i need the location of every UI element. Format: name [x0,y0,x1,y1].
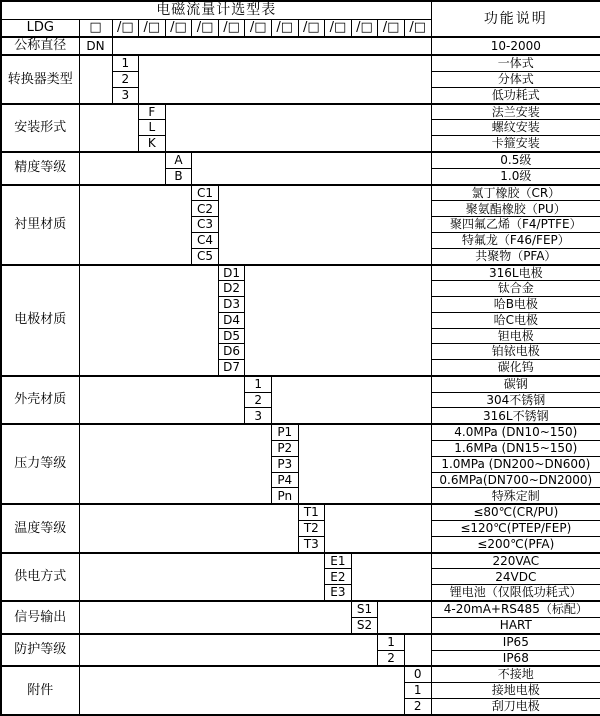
option-code-cell: A [165,152,192,168]
left-spacer-cell [79,601,351,634]
function-description-cell: 0.6MPa(DN700~DN2000) [431,472,600,488]
right-spacer-cell [165,104,431,152]
function-description-cell: 1.6MPa (DN15~150) [431,441,600,457]
model-code-slash-box: /□ [139,19,166,37]
option-code-cell: K [139,136,166,152]
left-spacer-cell [79,152,165,185]
option-code-cell: P4 [271,472,298,488]
option-code-cell: P1 [271,424,298,440]
category-label: 防护等级 [1,634,79,667]
function-description-cell: 氯丁橡胶（CR） [431,185,600,201]
option-code-cell: 1 [245,376,272,392]
model-code-slash-box: /□ [271,19,298,37]
option-row [1,666,600,682]
option-code-cell: Pn [271,488,298,504]
option-code-cell: D3 [218,297,245,313]
right-spacer-cell [139,55,431,103]
function-description-cell: 聚氨酯橡胶（PU） [431,201,600,217]
right-spacer-cell [298,424,431,504]
option-row [1,504,600,520]
category-label: 电极材质 [1,265,79,376]
function-description-cell: 哈C电极 [431,312,600,328]
function-description-cell: 接地电极 [431,683,600,699]
function-description-cell: 铂铱电极 [431,344,600,360]
category-label: 安装形式 [1,104,79,152]
function-description-cell: 锂电池（仅限低功耗式） [431,585,600,601]
function-description-cell: 24VDC [431,569,600,585]
option-code-cell: 3 [112,87,139,103]
option-code-cell: 0 [404,666,431,682]
left-spacer-cell [79,104,139,152]
category-label: 供电方式 [1,553,79,601]
option-code-cell: C3 [192,217,219,233]
function-description-cell: HART [431,617,600,633]
model-code-slash-box: /□ [192,19,219,37]
model-code-slash-box: /□ [378,19,405,37]
category-label: 公称直径 [1,37,79,55]
left-spacer-cell [79,265,218,376]
option-row [1,37,600,55]
right-spacer-cell [378,601,431,634]
option-code-cell: D4 [218,312,245,328]
function-description-cell: 法兰安装 [431,104,600,120]
category-label: 温度等级 [1,504,79,552]
title-row [1,1,600,19]
function-description-cell: ≤120℃(PTEP/FEP) [431,521,600,537]
option-code-cell: C2 [192,201,219,217]
option-code-cell: C4 [192,232,219,248]
option-code-cell: D7 [218,360,245,376]
right-spacer-cell [271,376,431,424]
function-description-cell: 304不锈钢 [431,392,600,408]
right-spacer-cell [325,504,431,552]
category-label: 压力等级 [1,424,79,504]
function-description-cell: 4.0MPa (DN10~150) [431,424,600,440]
option-code-cell: 2 [404,698,431,715]
option-code-cell: 1 [404,683,431,699]
function-description-cell: 特殊定制 [431,488,600,504]
option-code-cell: D6 [218,344,245,360]
function-description-cell: 220VAC [431,553,600,569]
option-code-cell: D1 [218,265,245,281]
function-description-cell: 一体式 [431,55,600,71]
category-label: 附件 [1,666,79,715]
function-description-cell: 316L电极 [431,265,600,281]
right-spacer-cell [192,152,431,185]
function-description-cell: 共聚物（PFA） [431,248,600,264]
option-code-cell: 2 [112,71,139,87]
model-code-slash-box: /□ [112,19,139,37]
option-row [1,424,600,440]
model-code-slash-box: /□ [351,19,378,37]
function-description-cell: 钽电极 [431,328,600,344]
model-code-slash-box: /□ [325,19,352,37]
option-row [1,152,600,168]
right-spacer-cell [404,634,431,667]
left-spacer-cell [79,376,245,424]
function-description-cell: IP68 [431,650,600,666]
option-row [1,55,600,71]
function-description-cell: 卡箍安装 [431,136,600,152]
option-row [1,634,600,650]
option-row [1,601,600,617]
function-description-cell: IP65 [431,634,600,650]
model-code-slash-box: /□ [165,19,192,37]
function-description-cell: ≤200℃(PFA) [431,536,600,552]
left-spacer-cell [79,55,112,103]
function-description-cell: 分体式 [431,71,600,87]
option-code-cell: DN [79,37,112,55]
option-row [1,265,600,281]
function-description-cell: 4-20mA+RS485（标配） [431,601,600,617]
option-code-cell: D2 [218,281,245,297]
option-code-cell: 1 [378,634,405,650]
category-label: 信号输出 [1,601,79,634]
left-spacer-cell [79,553,325,601]
function-description-cell: 0.5级 [431,152,600,168]
option-code-cell: P3 [271,456,298,472]
function-description-cell: 聚四氟乙烯（F4/PTFE） [431,217,600,233]
function-description-cell: ≤80℃(CR/PU) [431,504,600,520]
option-code-cell: 3 [245,408,272,424]
category-label: 精度等级 [1,152,79,185]
function-description-cell: 1.0级 [431,168,600,184]
function-description-cell: 低功耗式 [431,87,600,103]
option-code-cell: E3 [325,585,352,601]
option-row [1,104,600,120]
category-label: 转换器类型 [1,55,79,103]
right-spacer-cell [218,185,431,265]
model-code-slash-box: /□ [218,19,245,37]
left-spacer-cell [79,424,271,504]
left-spacer-cell [79,666,404,715]
function-description-cell: 不接地 [431,666,600,682]
left-spacer-cell [79,185,192,265]
left-spacer-cell [79,504,298,552]
option-code-cell: T1 [298,504,325,520]
right-spacer-cell [351,553,431,601]
model-code-slash-box: /□ [404,19,431,37]
option-code-cell: S2 [351,617,378,633]
table-title: 电磁流量计选型表 [1,1,431,19]
option-code-cell: P2 [271,441,298,457]
option-code-cell: L [139,120,166,136]
option-row [1,185,600,201]
option-code-cell: F [139,104,166,120]
function-description-cell: 碳化钨 [431,360,600,376]
function-description-cell: 螺纹安装 [431,120,600,136]
option-row [1,553,600,569]
option-code-cell: T2 [298,521,325,537]
function-description-cell: 10-2000 [431,37,600,55]
function-description-cell: 钛合金 [431,281,600,297]
function-description-cell: 316L不锈钢 [431,408,600,424]
model-prefix-label: LDG [1,19,79,37]
function-column-header: 功能说明 [431,1,600,37]
model-code-slash-box: /□ [298,19,325,37]
right-spacer-cell [245,265,431,376]
option-code-cell: 1 [112,55,139,71]
category-label: 外壳材质 [1,376,79,424]
function-description-cell: 刮刀电极 [431,698,600,715]
option-code-cell: E2 [325,569,352,585]
option-code-cell: 2 [378,650,405,666]
option-code-cell: T3 [298,536,325,552]
category-label: 衬里材质 [1,185,79,265]
option-code-cell: S1 [351,601,378,617]
option-row [1,376,600,392]
option-code-cell: C1 [192,185,219,201]
function-description-cell: 特氟龙（F46/FEP） [431,232,600,248]
function-description-cell: 碳钢 [431,376,600,392]
model-code-slash-box: /□ [245,19,272,37]
right-spacer-cell [112,37,431,55]
option-code-cell: E1 [325,553,352,569]
option-code-cell: C5 [192,248,219,264]
left-spacer-cell [79,634,378,667]
model-code-box: □ [79,19,112,37]
option-code-cell: B [165,168,192,184]
function-description-cell: 1.0MPa (DN200~DN600) [431,456,600,472]
option-code-cell: 2 [245,392,272,408]
option-code-cell: D5 [218,328,245,344]
function-description-cell: 哈B电极 [431,297,600,313]
